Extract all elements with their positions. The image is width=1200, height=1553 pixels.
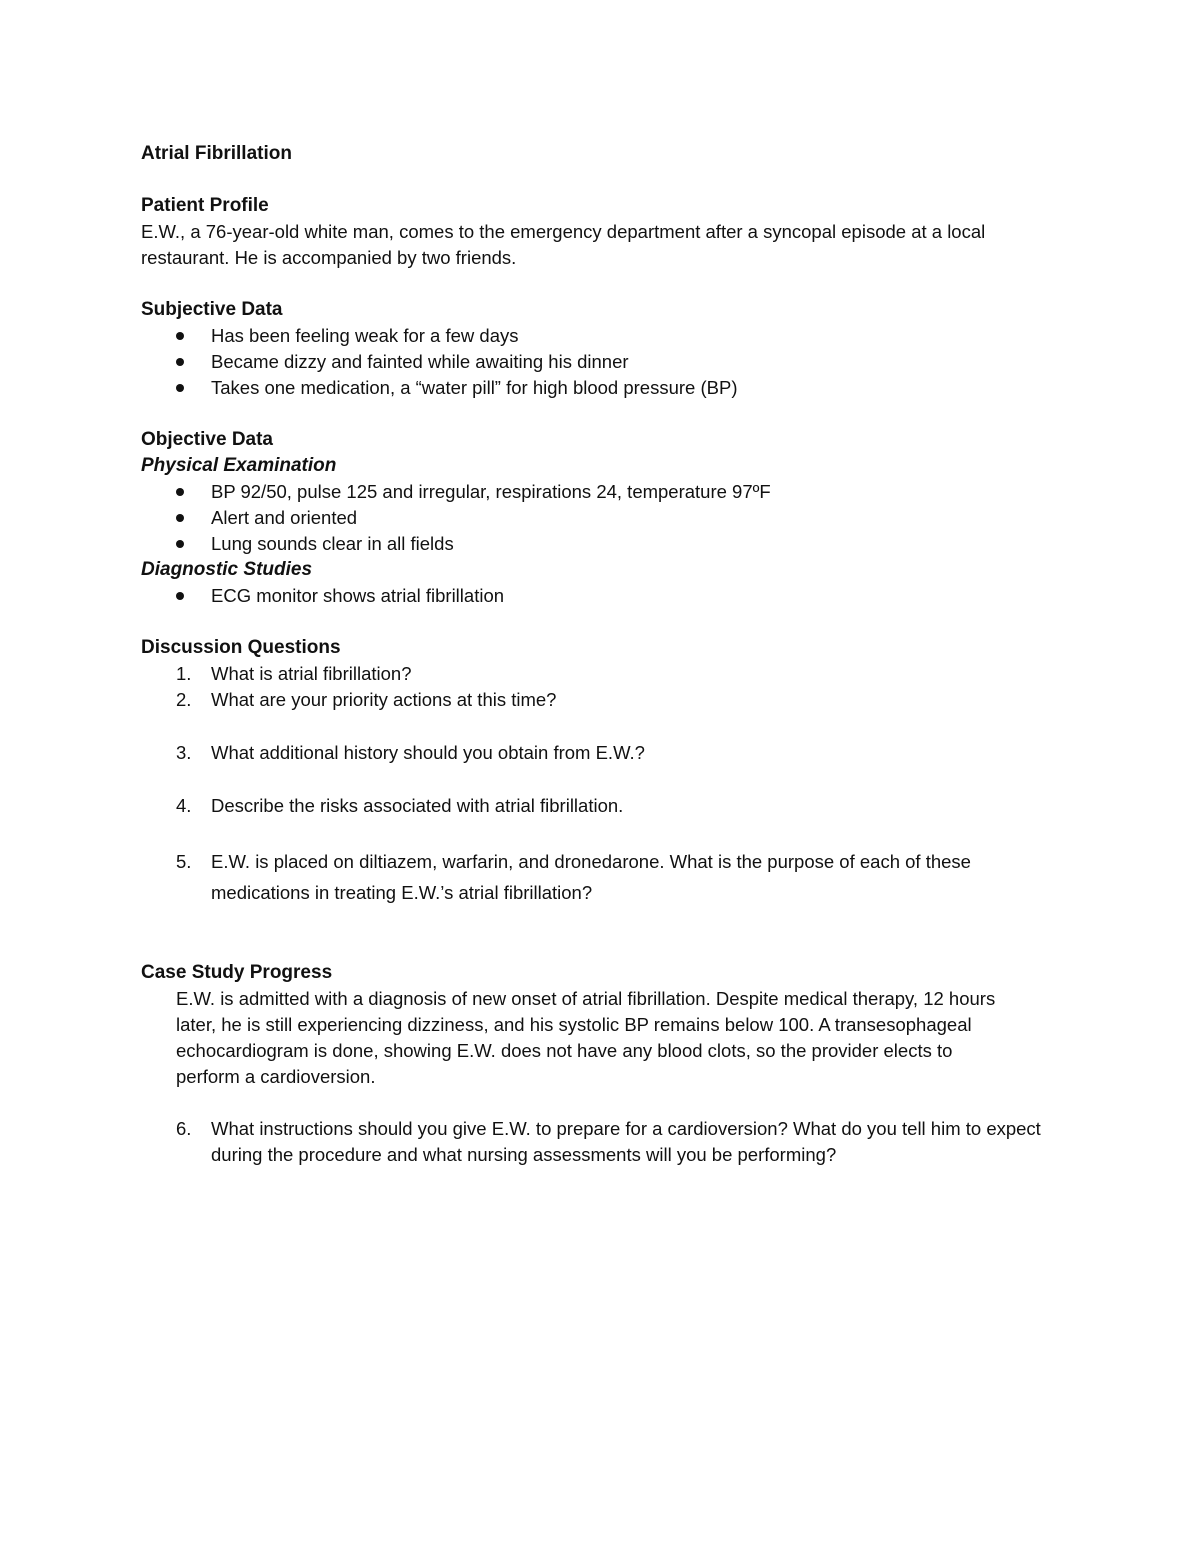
diagnostic-studies-list	[141, 583, 1061, 609]
question-item: 4. Describe the risks associated with atrial fibrillation.	[176, 795, 624, 816]
list-item: Takes one medication, a “water pill” for high blood pressure (BP)	[141, 375, 1061, 401]
list-item: Lung sounds clear in all fields	[141, 531, 1061, 557]
document-body	[141, 141, 1061, 1168]
list-item: ECG monitor shows atrial fibrillation	[141, 583, 1061, 609]
question-item: 1. What is atrial fibrillation?	[176, 663, 412, 684]
physical-examination-list	[141, 479, 1061, 557]
subjective-data-list	[141, 323, 1061, 401]
discussion-questions-list	[141, 661, 1061, 908]
question-item: 5. E.W. is placed on diltiazem, warfarin, and dronedarone. What is the purpose of each of these medications in treating E.W.’s atrial fibrillation?	[176, 851, 971, 903]
progress-questions-list	[141, 1116, 1061, 1168]
case-study-progress-text: E.W. is admitted with a diagnosis of new onset of atrial fibrillation. Despite medical therapy, 12 hours later, he is still experiencing dizziness, and his systolic BP remains below 100. A transesophageal echocardiogram is done, showing E.W. does not have any blood clots, so the provider elects to perform a cardioversion.	[176, 988, 996, 1087]
diagnostic-studies-heading: Diagnostic Studies	[141, 559, 313, 580]
list-item: Became dizzy and fainted while awaiting his dinner	[141, 349, 1061, 375]
subjective-data-heading: Subjective Data	[141, 299, 283, 320]
list-item: Has been feeling weak for a few days	[141, 323, 1061, 349]
bullet-icon	[176, 332, 184, 340]
list-item: BP 92/50, pulse 125 and irregular, respirations 24, temperature 97ºF	[141, 479, 1061, 505]
case-study-progress-heading: Case Study Progress	[141, 962, 333, 983]
list-item: Alert and oriented	[141, 505, 1061, 531]
bullet-icon	[176, 592, 184, 600]
objective-data-heading: Objective Data	[141, 429, 273, 450]
bullet-icon	[176, 540, 184, 548]
bullet-icon	[176, 514, 184, 522]
discussion-questions-heading: Discussion Questions	[141, 637, 341, 658]
question-item: 3. What additional history should you obtain from E.W.?	[176, 742, 645, 763]
patient-profile-text: E.W., a 76-year-old white man, comes to the emergency department after a syncopal episode at a local restaurant. He is accompanied by two friends.	[141, 221, 986, 268]
document-title: Atrial Fibrillation	[141, 143, 292, 164]
question-item: 2. What are your priority actions at this time?	[176, 689, 557, 710]
bullet-icon	[176, 358, 184, 366]
bullet-icon	[176, 384, 184, 392]
question-item: 6. What instructions should you give E.W. to prepare for a cardioversion? What do you tell him to expect during the procedure and what nursing assessments will you be performing?	[176, 1118, 1041, 1165]
patient-profile-heading: Patient Profile	[141, 195, 269, 216]
physical-examination-heading: Physical Examination	[141, 455, 337, 476]
bullet-icon	[176, 488, 184, 496]
